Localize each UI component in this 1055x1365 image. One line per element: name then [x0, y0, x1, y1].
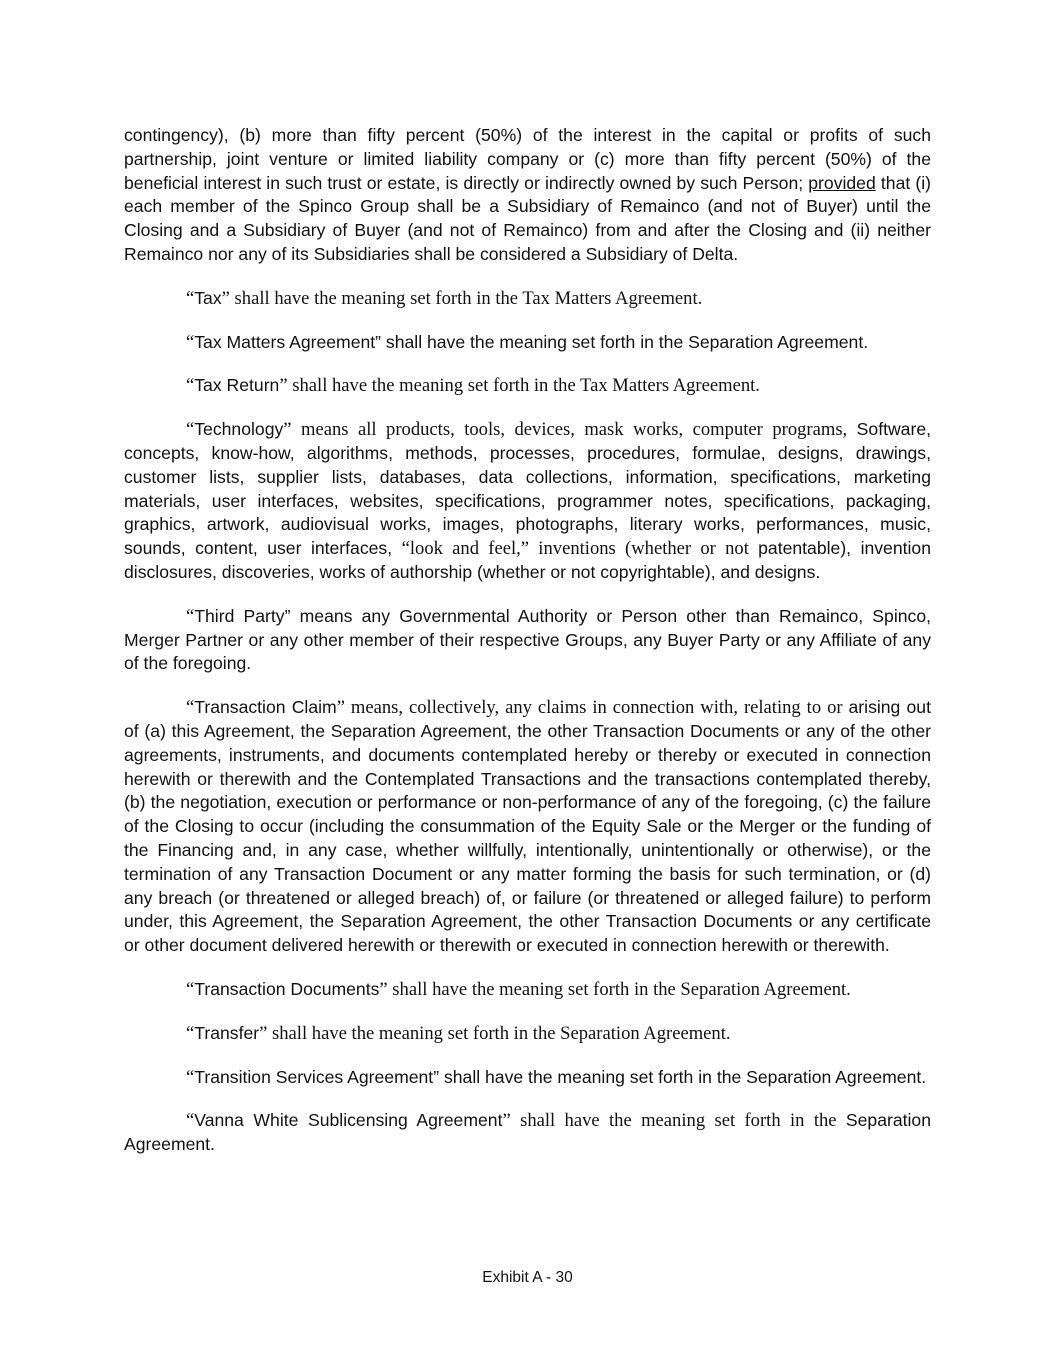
- definition-text: ” means all products, tools, devices, mask works, computer programs,: [283, 419, 857, 441]
- definition-text: ” means, collectively, any claims in connection with, relating to or: [336, 697, 849, 719]
- definition-tax-matters-agreement: [124, 331, 931, 355]
- definition-tax: [124, 287, 931, 311]
- definition-text: ” shall have the meaning set forth in the Separation Agreement.: [379, 978, 851, 1000]
- paragraph-text: contingency), (b) more than fifty percent (50%) of the interest in the capital or profits of such partnership, joint venture or limited liability company or (c) more than fifty percent (50%) of the beneficial interest in such trust or estate, is directly or indirectly owned by such Person;: [124, 125, 931, 193]
- defined-term: Vanna White Sublicensing Agreement: [194, 1110, 503, 1131]
- definition-transition-services-agreement: [124, 1066, 931, 1090]
- definition-transfer: [124, 1022, 931, 1046]
- open-quote: “: [186, 1022, 195, 1044]
- definition-vanna-white-sublicensing-agreement: [124, 1109, 931, 1157]
- definition-text: ” means any Governmental Authority or Person other than Remainco, Spinco, Merger Partner or any other member of their respective Groups, any Buyer Party or any Affiliate of any of the foregoing.: [124, 605, 931, 674]
- paragraph-text: that (i) each member of the Spinco Group shall be a Subsidiary of Remainco (and not of Buyer) until the Closing and a Subsidiary of Buyer (and not of Remainco) from and after the Closing and (ii) neither Remainco nor any of its Subsidiaries shall be considered a Subsidiary of Delta.: [124, 172, 932, 264]
- definition-text: arising out of (a) this Agreement, the Separation Agreement, the other Transaction Documents or any of the other agreements, instruments, and documents contemplated hereby or thereby or executed in connection herewith or therewith and the Contemplated Transactions and the transactions contemplated thereby, (b) the negotiation, execution or performance or non-performance of any of the foregoing, (c) the failure of the Closing to occur (including the consummation of the Equity Sale or the Merger or the funding of the Financing and, in any case, whether willfully, intentionally, unintentionally or otherwise), or the termination of any Transaction Document or any matter forming the basis for such termination, or (d) any breach (or threatened or alleged breach) of, or failure (or threatened or alleged failure) to perform under, this Agreement, the Separation Agreement, the other Transaction Documents or any certificate or other document delivered herewith or therewith or executed in connection herewith or therewith.: [124, 697, 931, 956]
- open-quote: “: [186, 287, 195, 309]
- provided-term: provided: [808, 172, 876, 193]
- definition-text: Software, concepts, know-how, algorithms, methods, processes, procedures, formulae, designs, drawings, customer lists, supplier lists, databases, data collections, information, specifications, marketing materials, user interfaces, websites, specifications, programmer notes, specifications, packaging, graphics, artwork, audiovisual works, images, photographs, literary works, performances, music, sounds, content, user interfaces,: [124, 419, 931, 559]
- open-quote: “: [186, 605, 195, 627]
- defined-term: Tax Matters Agreement: [194, 331, 376, 352]
- definition-text: “look and feel,” inventions (whether or not: [401, 538, 759, 560]
- defined-term: Transfer: [194, 1022, 260, 1043]
- document-page: [124, 124, 931, 1177]
- open-quote: “: [186, 331, 195, 353]
- definition-text: ” shall have the meaning set forth in the Separation Agreement.: [433, 1066, 927, 1087]
- defined-term: Tax: [194, 287, 222, 308]
- defined-term: Transaction Claim: [194, 697, 337, 718]
- definition-technology: [124, 418, 931, 585]
- definition-text: ” shall have the meaning set forth in the Tax Matters Agreement.: [279, 375, 760, 397]
- page-footer: Exhibit A - 30: [482, 1269, 573, 1286]
- definition-tax-return: [124, 374, 931, 398]
- defined-term: Third Party: [194, 605, 285, 626]
- open-quote: “: [186, 419, 195, 441]
- paragraph-subsidiary-definition-continued: [124, 124, 931, 267]
- open-quote: “: [186, 697, 195, 719]
- defined-term: Transition Services Agreement: [194, 1066, 434, 1087]
- defined-term: Tax Return: [194, 375, 280, 396]
- definition-text: patentable), invention disclosures, discoveries, works of authorship (whether or not copyrightable), and designs.: [124, 538, 931, 582]
- definition-text: ” shall have the meaning set forth in the Separation Agreement.: [259, 1022, 731, 1044]
- definition-transaction-claim: [124, 696, 931, 958]
- defined-term: Technology: [194, 419, 284, 440]
- definition-text: ” shall have the meaning set forth in the Separation Agreement.: [375, 331, 869, 352]
- open-quote: “: [186, 375, 195, 397]
- open-quote: “: [186, 1066, 195, 1088]
- definition-text: Separation Agreement.: [124, 1110, 931, 1155]
- defined-term: Transaction Documents: [194, 978, 380, 999]
- definition-text: ” shall have the meaning set forth in the: [502, 1110, 846, 1132]
- open-quote: “: [186, 1110, 195, 1132]
- definition-transaction-documents: [124, 978, 931, 1002]
- open-quote: “: [186, 978, 195, 1000]
- definition-text: ” shall have the meaning set forth in the Tax Matters Agreement.: [221, 287, 703, 309]
- definition-third-party: [124, 605, 931, 676]
